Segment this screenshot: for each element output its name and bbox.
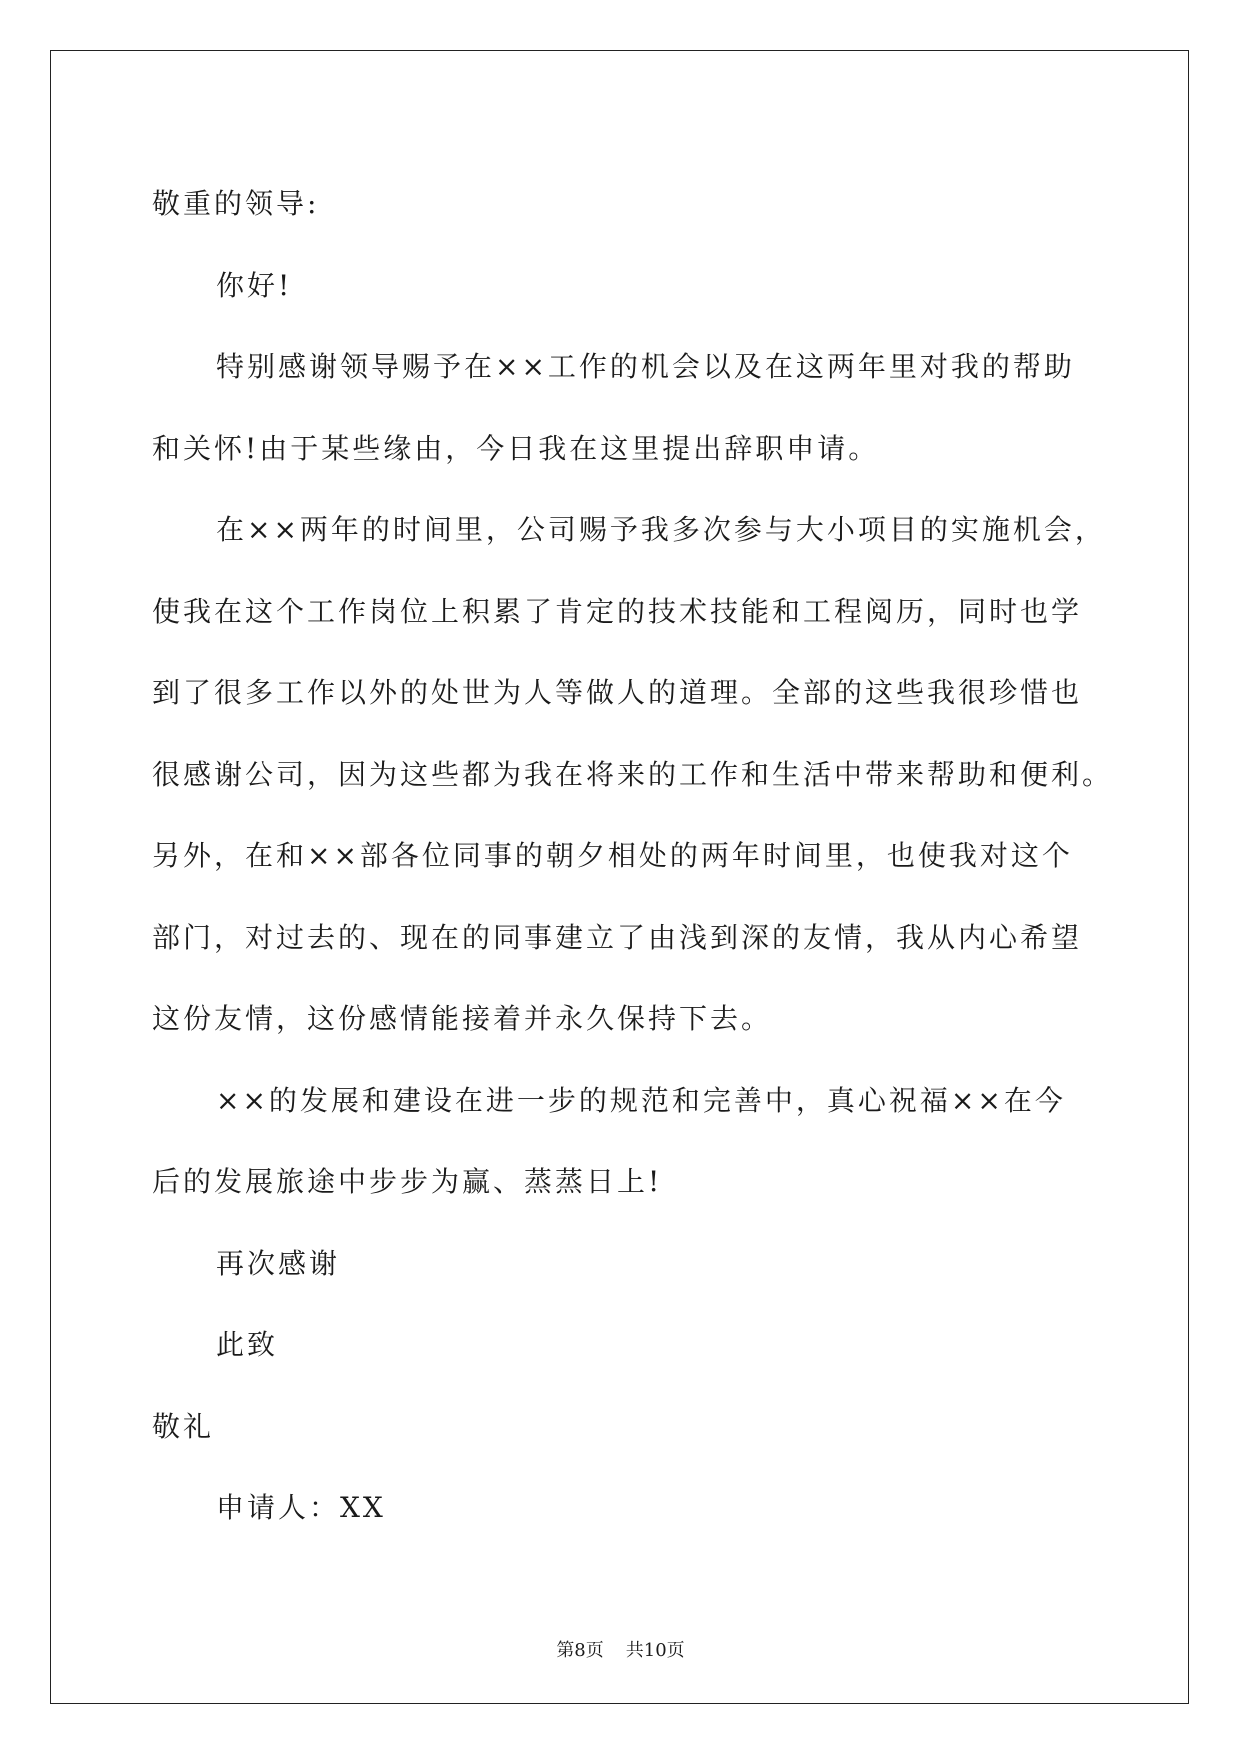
paragraph-1-line-2: 和关怀!由于某些缘由，今日我在这里提出辞职申请。 [152,431,880,465]
greeting: 你好! [216,268,293,302]
letter-body [152,163,1114,1549]
signature-line: 申请人：XX [216,1491,386,1524]
paragraph-2-line-7: 这份友情，这份感情能接着并永久保持下去。 [152,1002,773,1035]
paragraph-2-line-3: 到了很多工作以外的处世为人等做人的道理。全部的这些我很珍惜也 [152,676,1083,709]
page-footer [0,1636,1241,1662]
paragraph-2-line-5: 另外，在和××部各位同事的朝夕相处的两年时间里，也使我对这个 [152,839,1073,872]
paragraph-2-line-1: 在××两年的时间里，公司赐予我多次参与大小项目的实施机会， [216,513,1106,546]
salutation: 敬重的领导: [152,187,320,220]
page-total: 共10页 [625,1640,685,1661]
page-number: 第8页 [556,1640,604,1661]
paragraph-3-line-2: 后的发展旅途中步步为赢、蒸蒸日上! [152,1165,663,1198]
paragraph-2-line-4: 很感谢公司，因为这些都为我在将来的工作和生活中带来帮助和便利。 [152,757,1114,791]
thanks-line: 再次感谢 [216,1246,341,1280]
closing-line-2: 敬礼 [152,1409,215,1443]
paragraph-2-line-2: 使我在这个工作岗位上积累了肯定的技术技能和工程阅历，同时也学 [152,594,1083,628]
paragraph-1-line-1: 特别感谢领导赐予在××工作的机会以及在这两年里对我的帮助 [216,350,1075,383]
paragraph-2-line-6: 部门，对过去的、现在的同事建立了由浅到深的友情，我从内心希望 [152,920,1083,954]
paragraph-3-line-1: ××的发展和建设在进一步的规范和完善中，真心祝福××在今 [216,1083,1066,1117]
closing-line-1: 此致 [216,1328,279,1361]
